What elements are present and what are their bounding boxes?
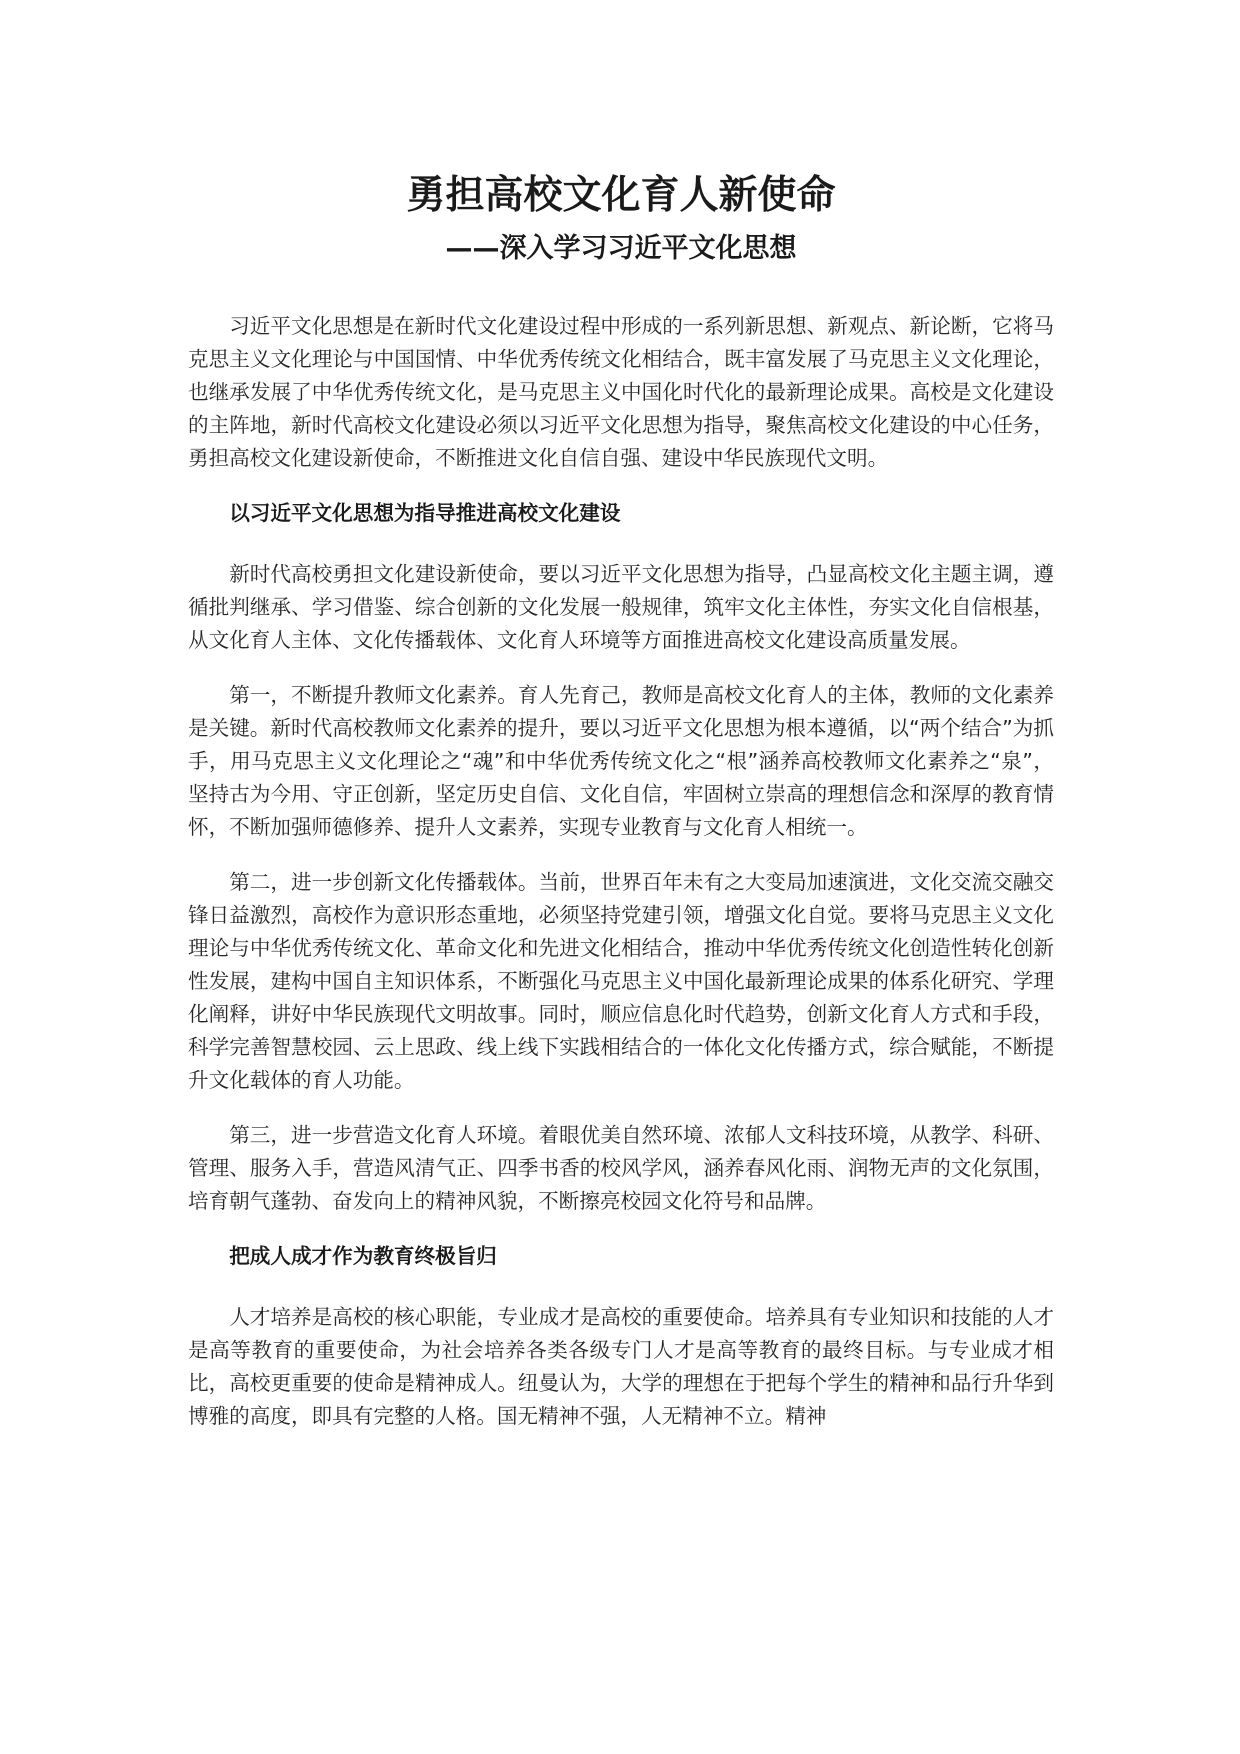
body-paragraph: 第三，进一步营造文化育人环境。着眼优美自然环境、浓郁人文科技环境，从教学、科研、管理、服务入手，营造风清气正、四季书香的校风学风，涵养春风化雨、润物无声的文化氛围，培育朝气蓬勃、奋发向上的精神风貌，不断擦亮校园文化符号和品牌。: [188, 1123, 1054, 1213]
intro-paragraph: 习近平文化思想是在新时代文化建设过程中形成的一系列新思想、新观点、新论断，它将马克思主义文化理论与中国国情、中华优秀传统文化相结合，既丰富发展了马克思主义文化理论，也继承发展了中华优秀传统文化，是马克思主义中国化时代化的最新理论成果。高校是文化建设的主阵地，新时代高校文化建设必须以习近平文化思想为指导，聚焦高校文化建设的中心任务，勇担高校文化建设新使命，不断推进文化自信自强、建设中华民族现代文明。: [188, 314, 1054, 470]
section-heading-1: 以习近平文化思想为指导推进高校文化建设: [229, 501, 621, 525]
body-paragraph: 第一，不断提升教师文化素养。育人先育己，教师是高校文化育人的主体，教师的文化素养是关键。新时代高校教师文化素养的提升，要以习近平文化思想为根本遵循，以“两个结合”为抓手，用马克思主义文化理论之“魂”和中华优秀传统文化之“根”涵养高校教师文化素养之“泉”，坚持古为今用、守正创新，坚定历史自信、文化自信，牢固树立崇高的理想信念和深厚的教育情怀，不断加强师德修养、提升人文素养，实现专业教育与文化育人相统一。: [188, 683, 1054, 839]
body-paragraph: 人才培养是高校的核心职能，专业成才是高校的重要使命。培养具有专业知识和技能的人才是高等教育的重要使命，为社会培养各类各级专门人才是高等教育的最终目标。与专业成才相比，高校更重要的使命是精神成人。纽曼认为，大学的理想在于把每个学生的精神和品行升华到博雅的高度，即具有完整的人格。国无精神不强，人无精神不立。精神: [188, 1305, 1054, 1428]
body-paragraph: 新时代高校勇担文化建设新使命，要以习近平文化思想为指导，凸显高校文化主题主调，遵循批判继承、学习借鉴、综合创新的文化发展一般规律，筑牢文化主体性，夯实文化自信根基，从文化育人主体、文化传播载体、文化育人环境等方面推进高校文化建设高质量发展。: [188, 562, 1054, 652]
document-subtitle: ——深入学习习近平文化思想: [445, 233, 797, 264]
section-heading-2: 把成人成才作为教育终极旨归: [229, 1244, 497, 1268]
body-paragraph: 第二，进一步创新文化传播载体。当前，世界百年未有之大变局加速演进，文化交流交融交锋日益激烈，高校作为意识形态重地，必须坚持党建引领，增强文化自觉。要将马克思主义文化理论与中华优秀传统文化、革命文化和先进文化相结合，推动中华优秀传统文化创造性转化创新性发展，建构中国自主知识体系，不断强化马克思主义中国化最新理论成果的体系化研究、学理化阐释，讲好中华民族现代文明故事。同时，顺应信息化时代趋势，创新文化育人方式和手段，科学完善智慧校园、云上思政、线上线下实践相结合的一体化文化传播方式，综合赋能，不断提升文化载体的育人功能。: [188, 870, 1054, 1092]
document-title: 勇担高校文化育人新使命: [406, 173, 836, 218]
document-body: [188, 166, 1054, 1455]
